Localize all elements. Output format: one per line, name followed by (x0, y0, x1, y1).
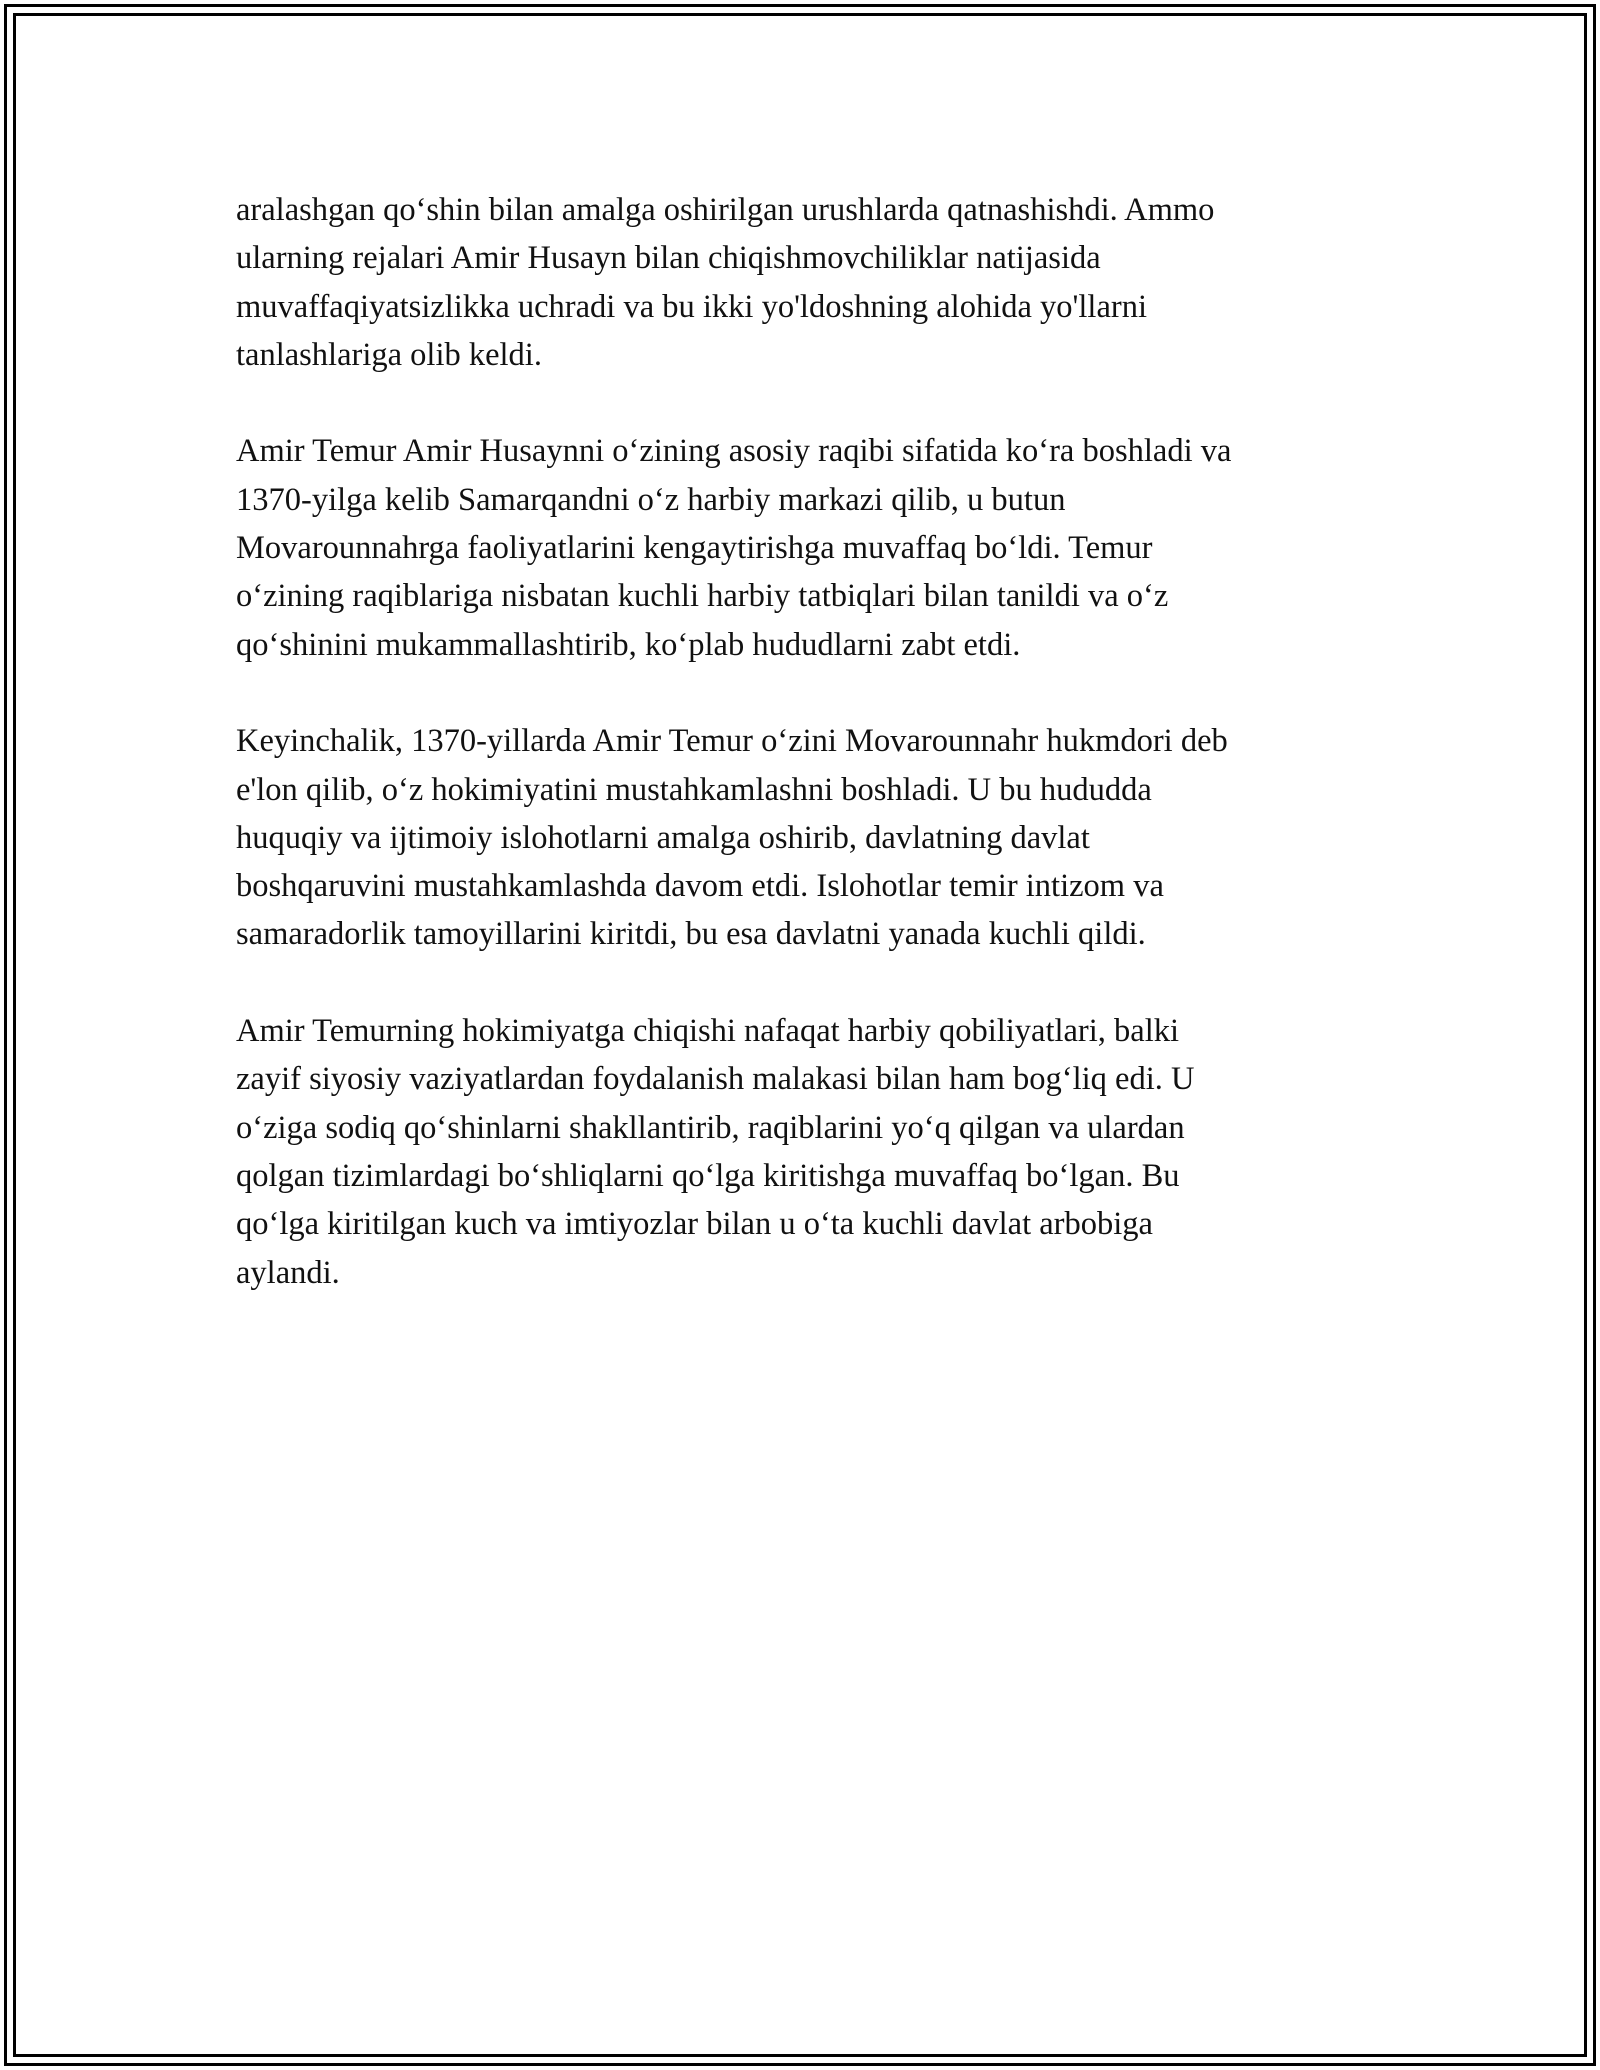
document-body (236, 186, 1386, 1345)
paragraph-4: Amir Temurning hokimiyatga chiqishi nafaqat harbiy qobiliyatlari, balki zayif siyosiy vaziyatlardan foydalanish malakasi bilan ham bogʻliq edi. U oʻziga sodiq qoʻshinlarni shakllantirib, raqiblarini yoʻq qilgan va ulardan qolgan tizimlardagi boʻshliqlarni qoʻlga kiritishga muvaffaq boʻlgan. Bu qoʻlga kiritilgan kuch va imtiyozlar bilan u oʻta kuchli davlat arbobiga aylandi. (236, 1013, 1195, 1291)
paragraph-2: Amir Temur Amir Husaynni oʻzining asosiy raqibi sifatida koʻra boshladi va 1370-yilga kelib Samarqandni oʻz harbiy markazi qilib, u butun Movarounnahrga faoliyatlarini kengaytirishga muvaffaq boʻldi. Temur oʻzining raqiblariga nisbatan kuchli harbiy tatbiqlari bilan tanildi va oʻz qoʻshinini mukammallashtirib, koʻplab hududlarni zabt etdi. (236, 433, 1232, 663)
paragraph-1: aralashgan qoʻshin bilan amalga oshirilgan urushlarda qatnashishdi. Ammo ularning rejalari Amir Husayn bilan chiqishmovchiliklar natijasida muvaffaqiyatsizlikka uchradi va bu ikki yo'ldoshning alohida yo'llarni tanlashlariga olib keldi. (236, 192, 1215, 373)
paragraph-3: Keyinchalik, 1370-yillarda Amir Temur oʻzini Movarounnahr hukmdori deb e'lon qilib, oʻz hokimiyatini mustahkamlashni boshladi. U bu hududda huquqiy va ijtimoiy islohotlarni amalga oshirib, davlatning davlat boshqaruvini mustahkamlashda davom etdi. Islohotlar temir intizom va samaradorlik tamoyillarini kiritdi, bu esa davlatni yanada kuchli qildi. (236, 723, 1228, 953)
